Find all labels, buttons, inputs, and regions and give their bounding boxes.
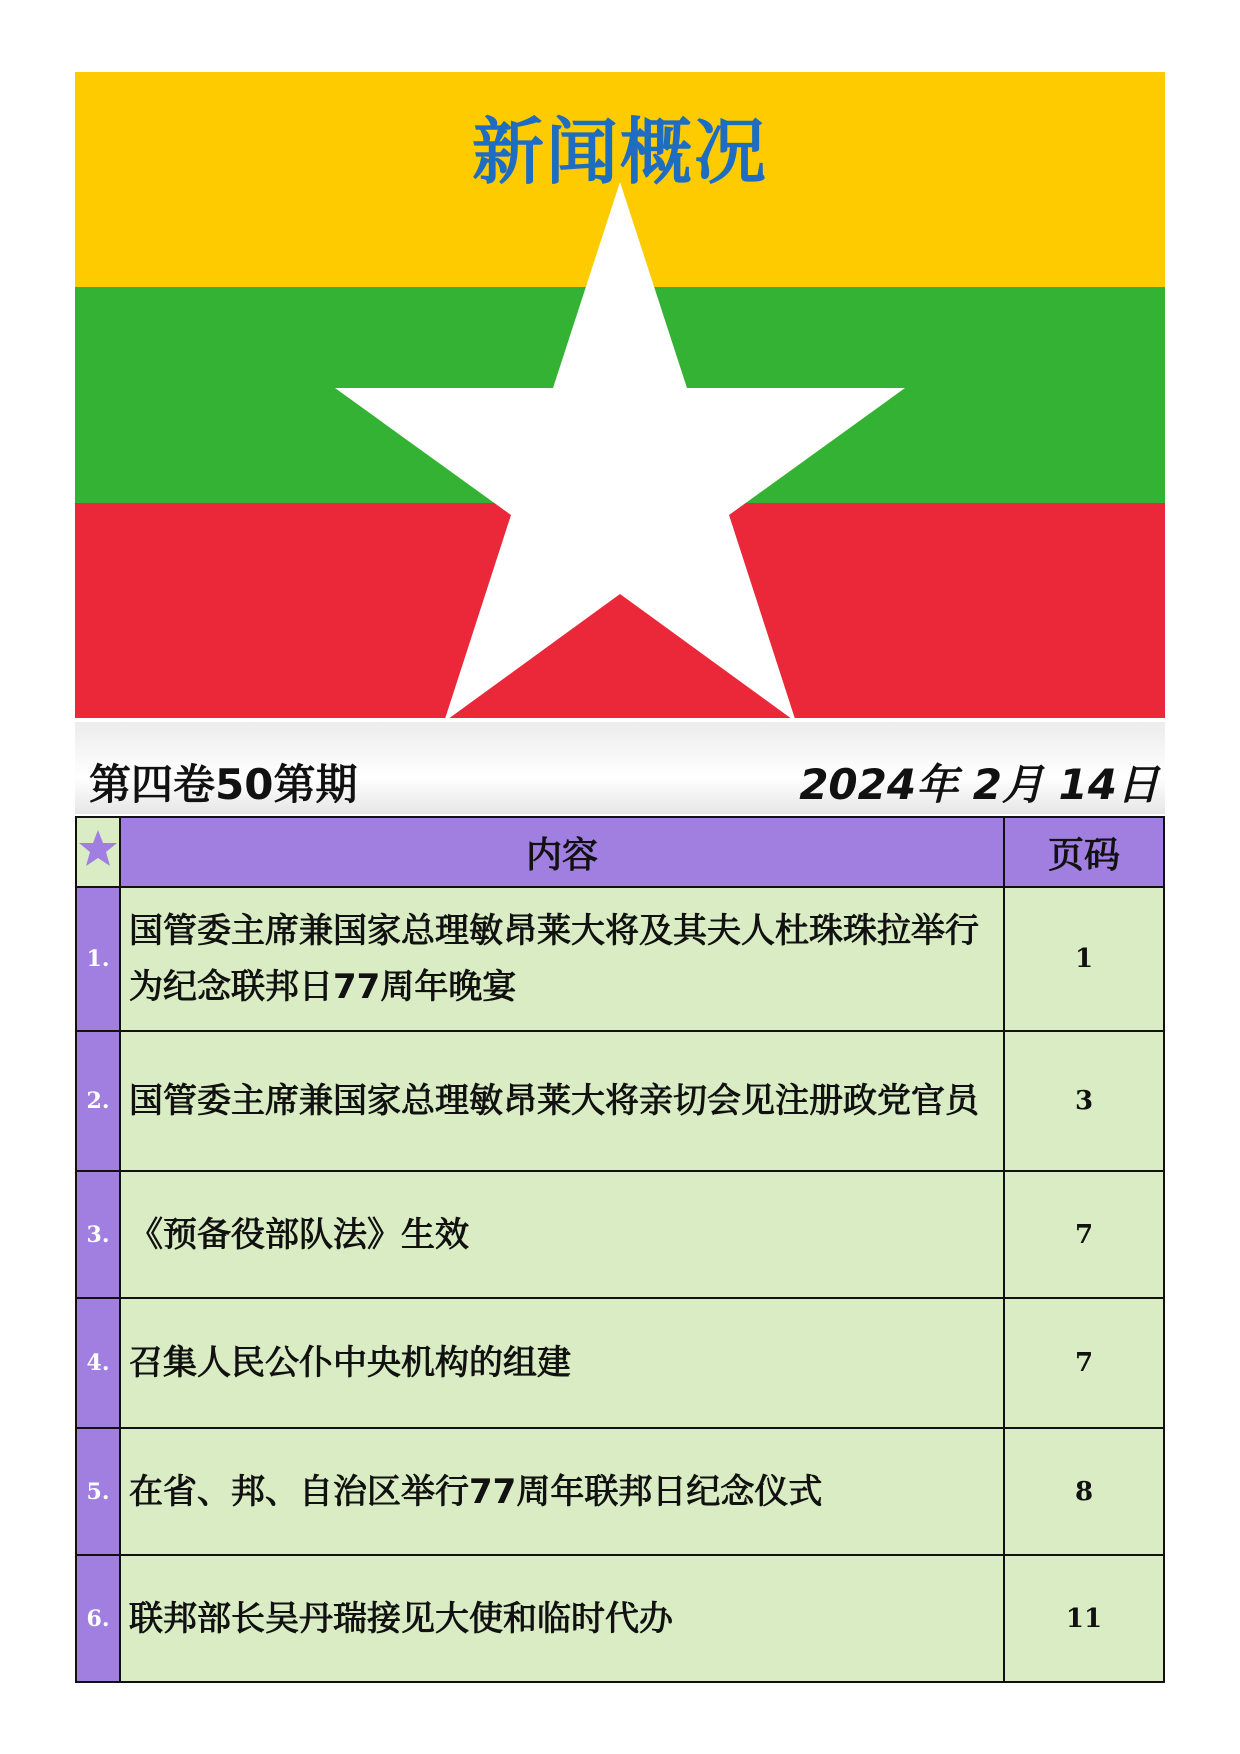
table-row[interactable] xyxy=(76,1171,1164,1298)
contents-table xyxy=(75,816,1165,1683)
item-number: 4. xyxy=(76,1298,120,1428)
table-row[interactable] xyxy=(76,1298,1164,1428)
contents-header-row xyxy=(76,817,1164,887)
item-title[interactable]: 国管委主席兼国家总理敏昂莱大将亲切会见注册政党官员 xyxy=(120,1031,1004,1171)
table-row[interactable] xyxy=(76,1031,1164,1171)
item-page: 1 xyxy=(1004,887,1164,1031)
item-number: 5. xyxy=(76,1428,120,1555)
table-row[interactable] xyxy=(76,1428,1164,1555)
item-page: 7 xyxy=(1004,1298,1164,1428)
flag-banner xyxy=(75,72,1165,718)
item-number: 1. xyxy=(76,887,120,1031)
table-row[interactable] xyxy=(76,1555,1164,1682)
header-content: 内容 xyxy=(120,817,1004,887)
issue-date: 2024年 2月 14日 xyxy=(799,760,1159,809)
item-title[interactable]: 国管委主席兼国家总理敏昂莱大将及其夫人杜珠珠拉举行为纪念联邦日77周年晚宴 xyxy=(120,887,1004,1031)
issue-number: 第四卷50第期 xyxy=(89,760,358,809)
table-row[interactable] xyxy=(76,887,1164,1031)
item-page: 11 xyxy=(1004,1555,1164,1682)
corner-cell xyxy=(76,817,120,887)
item-title[interactable]: 《预备役部队法》生效 xyxy=(120,1171,1004,1298)
banner-title: 新闻概况 xyxy=(471,110,768,194)
item-title[interactable]: 在省、邦、自治区举行77周年联邦日纪念仪式 xyxy=(120,1428,1004,1555)
item-number: 2. xyxy=(76,1031,120,1171)
item-page: 8 xyxy=(1004,1428,1164,1555)
item-title[interactable]: 召集人民公仆中央机构的组建 xyxy=(120,1298,1004,1428)
item-page: 7 xyxy=(1004,1171,1164,1298)
item-page: 3 xyxy=(1004,1031,1164,1171)
item-title[interactable]: 联邦部长吴丹瑞接见大使和临时代办 xyxy=(120,1555,1004,1682)
item-number: 6. xyxy=(76,1555,120,1682)
purple-star-icon xyxy=(78,828,118,868)
issue-bar xyxy=(75,722,1165,814)
item-number: 3. xyxy=(76,1171,120,1298)
header-page: 页码 xyxy=(1004,817,1164,887)
